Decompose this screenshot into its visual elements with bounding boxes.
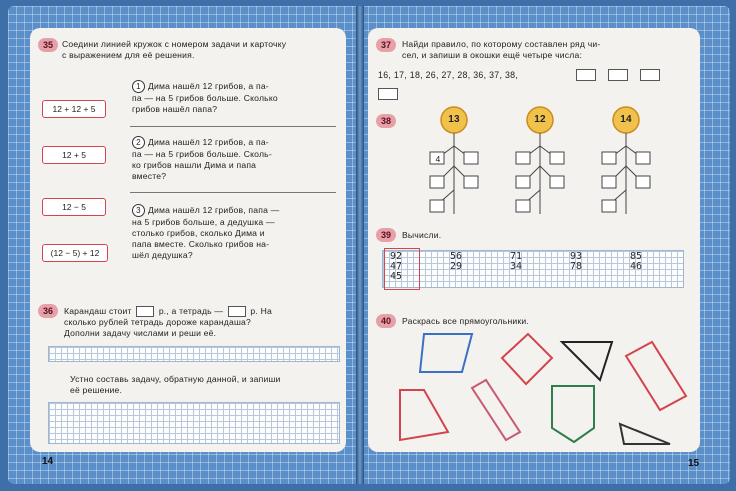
expression-card-3[interactable]: 12 − 5 — [42, 198, 106, 216]
tree-1-filled-value: 4 — [435, 154, 441, 164]
task-35-line1: Соедини линией кружок с номером задачи и карточку — [62, 39, 287, 49]
task-35-number: 35 — [38, 38, 58, 52]
task-36-number: 36 — [38, 304, 58, 318]
calc-5[interactable]: 85 46 — [630, 251, 643, 272]
answer-grid-36-inverse[interactable] — [48, 402, 340, 444]
left-page — [30, 28, 346, 452]
task-36-text: Карандаш стоит р., а тетрадь — р. На сколько рублей тетрадь дороже карандаша? Дополни задачу числами и реши её. — [64, 306, 272, 339]
green-pentagon — [552, 386, 594, 442]
right-page — [368, 28, 700, 452]
page-number-left: 14 — [42, 456, 54, 467]
answer-grid-36[interactable] — [48, 346, 340, 362]
tree-1-top-value: 13 — [448, 114, 460, 125]
task-39-label: Вычисли. — [402, 230, 442, 240]
number-sequence: 16, 17, 18, 26, 27, 28, 36, 37, 38, — [378, 70, 519, 80]
red-quadrilateral — [400, 390, 448, 440]
task-37-number: 37 — [376, 38, 396, 52]
divider — [130, 192, 336, 193]
calc-2[interactable]: 56 29 — [450, 251, 463, 272]
sequence-answer-box-4[interactable] — [378, 88, 398, 100]
black-triangle — [562, 342, 612, 380]
shapes-to-color[interactable] — [368, 328, 700, 448]
task-40-label: Раскрась все прямоугольники. — [402, 316, 529, 326]
task-35-instruction — [62, 39, 340, 61]
problem-1[interactable]: 1 Дима нашёл 12 грибов, а па- па — на 5 грибов больше. Сколько грибов нашёл папа? — [132, 81, 278, 114]
pencil-price-box[interactable] — [136, 306, 154, 317]
expression-card-2[interactable]: 12 + 5 — [42, 146, 106, 164]
problem-3[interactable]: 3 Дима нашёл 12 грибов, папа — на 5 грибов больше, а дедушка — столько грибов, сколько Дима и папа вместе. Сколько грибов на- шёл дедушка? — [132, 205, 280, 260]
divider — [130, 126, 336, 127]
sequence-answer-box-3[interactable] — [640, 69, 660, 81]
task-37-instruction: Найди правило, по которому составлен ряд чи- сел, и запиши в окошки ещё четыре числа: — [402, 39, 601, 60]
pink-tilted-rectangle — [472, 380, 520, 440]
tree-3-top-value: 14 — [620, 114, 632, 125]
expression-card-1[interactable]: 12 + 12 + 5 — [42, 100, 106, 118]
task-38-number: 38 — [376, 114, 396, 128]
red-tilted-rectangle — [626, 342, 686, 410]
task-35-line2: с выражением для её решения. — [62, 50, 195, 60]
book-gutter — [356, 6, 364, 484]
notebook-price-box[interactable] — [228, 306, 246, 317]
expression-card-4[interactable]: (12 − 5) + 12 — [42, 244, 108, 262]
task-36-inverse-text: Устно составь задачу, обратную данной, и запиши её решение. — [70, 374, 281, 395]
sequence-answer-box-2[interactable] — [608, 69, 628, 81]
blue-trapezoid — [420, 334, 472, 372]
page-number-right: 15 — [688, 458, 700, 469]
calc-4[interactable]: 93 78 — [570, 251, 583, 272]
task-39-number: 39 — [376, 228, 396, 242]
problem-1-circle[interactable]: 1 — [132, 80, 145, 93]
problem-2[interactable]: 2 Дима нашёл 12 грибов, а па- па — на 5 грибов больше. Сколь- ко грибов нашли Дима и папа вместе? — [132, 137, 272, 181]
sequence-answer-box-1[interactable] — [576, 69, 596, 81]
red-tilted-square — [502, 334, 552, 384]
task-40-number: 40 — [376, 314, 396, 328]
calc-3[interactable]: 71 34 — [510, 251, 523, 272]
dark-triangle — [620, 424, 670, 444]
calc-1[interactable]: 92 47 45 — [390, 251, 403, 282]
problem-3-circle[interactable]: 3 — [132, 204, 145, 217]
problem-2-circle[interactable]: 2 — [132, 136, 145, 149]
tree-2-top-value: 12 — [534, 114, 546, 125]
